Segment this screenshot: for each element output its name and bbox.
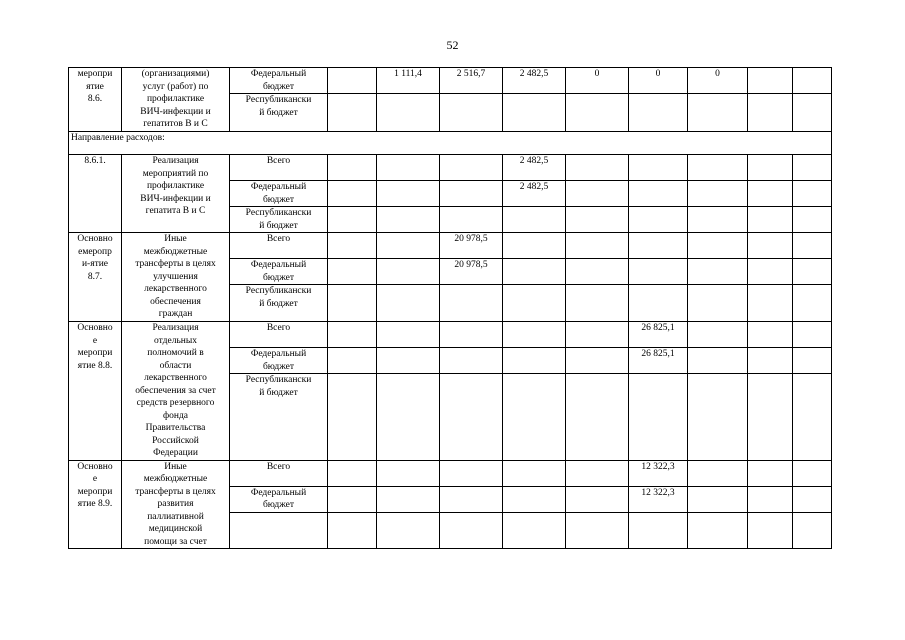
amount-cell bbox=[748, 348, 793, 374]
amount-cell bbox=[503, 512, 566, 548]
amount-cell bbox=[566, 155, 629, 181]
funding-source bbox=[230, 94, 328, 132]
amount-cell bbox=[629, 259, 688, 285]
amount-cell-text: 0 bbox=[655, 69, 661, 79]
amount-cell bbox=[688, 94, 748, 132]
amount-cell bbox=[377, 486, 440, 512]
funding-source bbox=[230, 207, 328, 233]
measure-name bbox=[122, 155, 230, 233]
amount-cell-text: 1 111,4 bbox=[394, 69, 422, 79]
amount-cell bbox=[629, 285, 688, 322]
funding-source-text: Республикански й бюджет bbox=[245, 95, 312, 118]
funding-source bbox=[230, 285, 328, 322]
amount-cell bbox=[503, 460, 566, 486]
amount-cell bbox=[377, 233, 440, 259]
amount-cell bbox=[629, 374, 688, 460]
amount-cell bbox=[503, 233, 566, 259]
table-row bbox=[69, 322, 832, 348]
measure-name bbox=[122, 460, 230, 549]
amount-cell bbox=[688, 348, 748, 374]
funding-source-text: Федеральный бюджет bbox=[250, 182, 307, 205]
funding-source-text: Республикански й бюджет bbox=[245, 286, 312, 309]
amount-cell bbox=[377, 374, 440, 460]
funding-source-text: Всего bbox=[266, 323, 291, 333]
amount-cell-text: 20 978,5 bbox=[454, 234, 488, 244]
amount-cell bbox=[629, 155, 688, 181]
amount-cell bbox=[328, 348, 377, 374]
amount-cell bbox=[328, 460, 377, 486]
amount-cell bbox=[688, 460, 748, 486]
amount-cell bbox=[688, 285, 748, 322]
amount-cell bbox=[688, 512, 748, 548]
measure-number bbox=[69, 155, 122, 233]
amount-cell bbox=[748, 460, 793, 486]
amount-cell bbox=[328, 68, 377, 94]
table-row bbox=[69, 233, 832, 259]
amount-cell bbox=[629, 322, 688, 348]
amount-cell bbox=[440, 460, 503, 486]
amount-cell bbox=[793, 259, 832, 285]
amount-cell bbox=[503, 486, 566, 512]
amount-cell-text: 2 482,5 bbox=[519, 156, 549, 166]
amount-cell bbox=[377, 207, 440, 233]
amount-cell bbox=[440, 374, 503, 460]
funding-source bbox=[230, 374, 328, 460]
measure-name bbox=[122, 322, 230, 461]
budget-table bbox=[68, 67, 832, 549]
amount-cell bbox=[566, 68, 629, 94]
amount-cell bbox=[629, 460, 688, 486]
amount-cell bbox=[566, 348, 629, 374]
amount-cell bbox=[503, 322, 566, 348]
amount-cell bbox=[688, 259, 748, 285]
amount-cell bbox=[566, 322, 629, 348]
amount-cell bbox=[328, 259, 377, 285]
amount-cell bbox=[748, 374, 793, 460]
amount-cell bbox=[748, 94, 793, 132]
amount-cell bbox=[377, 285, 440, 322]
amount-cell bbox=[629, 233, 688, 259]
amount-cell bbox=[503, 259, 566, 285]
funding-source-text: Всего bbox=[266, 234, 291, 244]
amount-cell-text: 2 482,5 bbox=[519, 182, 549, 192]
amount-cell bbox=[629, 486, 688, 512]
amount-cell bbox=[793, 94, 832, 132]
funding-source bbox=[230, 512, 328, 548]
amount-cell bbox=[748, 181, 793, 207]
amount-cell bbox=[566, 374, 629, 460]
amount-cell bbox=[793, 348, 832, 374]
amount-cell bbox=[793, 181, 832, 207]
amount-cell bbox=[688, 322, 748, 348]
amount-cell-text: 2 516,7 bbox=[456, 69, 486, 79]
funding-source-text: Федеральный бюджет bbox=[250, 349, 307, 372]
funding-source-text: Федеральный бюджет bbox=[250, 260, 307, 283]
amount-cell bbox=[503, 68, 566, 94]
amount-cell bbox=[688, 181, 748, 207]
amount-cell bbox=[629, 68, 688, 94]
measure-number-text: Основно е меропри ятие 8.9. bbox=[77, 461, 113, 509]
amount-cell bbox=[503, 285, 566, 322]
amount-cell-text: 26 825,1 bbox=[641, 323, 675, 333]
amount-cell bbox=[566, 94, 629, 132]
amount-cell bbox=[328, 512, 377, 548]
amount-cell bbox=[793, 155, 832, 181]
funding-source-text: Федеральный бюджет bbox=[250, 487, 307, 511]
amount-cell bbox=[748, 285, 793, 322]
amount-cell bbox=[629, 94, 688, 132]
amount-cell bbox=[748, 259, 793, 285]
amount-cell bbox=[793, 207, 832, 233]
page-number: 52 bbox=[446, 38, 459, 52]
measure-name bbox=[122, 68, 230, 132]
funding-source-text: Всего bbox=[266, 461, 291, 472]
amount-cell bbox=[377, 68, 440, 94]
amount-cell-text: 12 322,3 bbox=[641, 487, 675, 498]
amount-cell bbox=[793, 512, 832, 548]
amount-cell bbox=[328, 285, 377, 322]
amount-cell bbox=[566, 259, 629, 285]
amount-cell bbox=[629, 348, 688, 374]
table-row bbox=[69, 68, 832, 94]
amount-cell bbox=[793, 374, 832, 460]
direction-row bbox=[69, 132, 832, 155]
measure-number bbox=[69, 233, 122, 322]
measure-name-text: Реализация мероприятий по профилактике ВИЧ-инфекции и гепатита В и С bbox=[140, 156, 211, 216]
amount-cell bbox=[688, 207, 748, 233]
amount-cell bbox=[503, 207, 566, 233]
measure-name bbox=[122, 233, 230, 322]
amount-cell bbox=[748, 486, 793, 512]
amount-cell bbox=[793, 322, 832, 348]
amount-cell bbox=[688, 155, 748, 181]
amount-cell bbox=[377, 512, 440, 548]
amount-cell-text: 2 482,5 bbox=[519, 69, 549, 79]
amount-cell bbox=[377, 322, 440, 348]
funding-source-text: Республикански й бюджет bbox=[245, 208, 312, 231]
table-row bbox=[69, 155, 832, 181]
amount-cell bbox=[503, 155, 566, 181]
amount-cell bbox=[328, 207, 377, 233]
amount-cell bbox=[748, 512, 793, 548]
direction-label: Направление расходов: bbox=[69, 132, 832, 155]
amount-cell bbox=[748, 155, 793, 181]
amount-cell bbox=[566, 486, 629, 512]
amount-cell bbox=[377, 259, 440, 285]
funding-source bbox=[230, 486, 328, 512]
amount-cell bbox=[566, 233, 629, 259]
amount-cell-text: 0 bbox=[594, 69, 600, 79]
measure-number-text: Основно емеропр и-ятие 8.7. bbox=[77, 234, 113, 282]
amount-cell bbox=[377, 460, 440, 486]
amount-cell bbox=[328, 155, 377, 181]
measure-number-text: 8.6.1. bbox=[84, 156, 106, 166]
amount-cell bbox=[440, 207, 503, 233]
amount-cell bbox=[328, 94, 377, 132]
funding-source-text: Республикански й бюджет bbox=[245, 375, 312, 398]
funding-source-text: Федеральный бюджет bbox=[250, 69, 307, 92]
amount-cell bbox=[328, 486, 377, 512]
amount-cell bbox=[793, 486, 832, 512]
measure-name-text: Иные межбюджетные трансферты в целях улучшения лекарственного обеспечения граждан bbox=[135, 234, 216, 319]
measure-name-text: Реализация отдельных полномочий в области лекарственного обеспечения за счет средств резервного фонда Правительства Российской Федерации bbox=[135, 323, 216, 458]
amount-cell bbox=[440, 94, 503, 132]
funding-source-text: Всего bbox=[266, 156, 291, 166]
amount-cell bbox=[440, 68, 503, 94]
amount-cell bbox=[793, 460, 832, 486]
amount-cell bbox=[328, 233, 377, 259]
amount-cell bbox=[566, 460, 629, 486]
amount-cell bbox=[440, 348, 503, 374]
amount-cell-text: 12 322,3 bbox=[641, 461, 675, 472]
amount-cell bbox=[440, 285, 503, 322]
amount-cell bbox=[688, 486, 748, 512]
measure-number bbox=[69, 322, 122, 461]
amount-cell bbox=[629, 207, 688, 233]
measure-name-text: Иные межбюджетные трансферты в целях развития паллиативной медицинской помощи за счет bbox=[135, 461, 216, 547]
amount-cell bbox=[748, 233, 793, 259]
amount-cell bbox=[440, 181, 503, 207]
amount-cell bbox=[748, 322, 793, 348]
amount-cell bbox=[440, 512, 503, 548]
amount-cell bbox=[566, 512, 629, 548]
measure-number bbox=[69, 460, 122, 549]
amount-cell bbox=[328, 374, 377, 460]
amount-cell bbox=[793, 68, 832, 94]
amount-cell bbox=[566, 181, 629, 207]
measure-number bbox=[69, 68, 122, 132]
amount-cell bbox=[377, 155, 440, 181]
funding-source bbox=[230, 233, 328, 259]
measure-number-text: Основно е меропри ятие 8.8. bbox=[77, 323, 113, 371]
amount-cell bbox=[748, 68, 793, 94]
amount-cell bbox=[503, 181, 566, 207]
amount-cell bbox=[377, 94, 440, 132]
amount-cell bbox=[688, 374, 748, 460]
amount-cell bbox=[328, 181, 377, 207]
amount-cell bbox=[503, 94, 566, 132]
amount-cell bbox=[566, 285, 629, 322]
amount-cell bbox=[793, 233, 832, 259]
amount-cell bbox=[793, 285, 832, 322]
amount-cell bbox=[440, 259, 503, 285]
measure-name-text: (организациями) услуг (работ) по профилактике ВИЧ-инфекции и гепатитов В и С bbox=[140, 69, 211, 129]
funding-source bbox=[230, 460, 328, 486]
amount-cell bbox=[328, 322, 377, 348]
funding-source bbox=[230, 181, 328, 207]
amount-cell-text: 26 825,1 bbox=[641, 349, 675, 360]
measure-number-text: меропри ятие 8.6. bbox=[77, 69, 113, 104]
amount-cell bbox=[377, 348, 440, 374]
amount-cell bbox=[440, 486, 503, 512]
amount-cell bbox=[503, 348, 566, 374]
amount-cell bbox=[566, 207, 629, 233]
amount-cell bbox=[440, 322, 503, 348]
amount-cell bbox=[748, 207, 793, 233]
funding-source bbox=[230, 155, 328, 181]
amount-cell bbox=[629, 512, 688, 548]
amount-cell bbox=[377, 181, 440, 207]
amount-cell-text: 20 978,5 bbox=[454, 260, 488, 270]
amount-cell bbox=[688, 233, 748, 259]
funding-source bbox=[230, 68, 328, 94]
funding-source bbox=[230, 322, 328, 348]
amount-cell-text: 0 bbox=[715, 69, 720, 79]
table-row bbox=[69, 460, 832, 486]
funding-source bbox=[230, 348, 328, 374]
amount-cell bbox=[440, 233, 503, 259]
amount-cell bbox=[688, 68, 748, 94]
funding-source bbox=[230, 259, 328, 285]
amount-cell bbox=[503, 374, 566, 460]
amount-cell bbox=[440, 155, 503, 181]
amount-cell bbox=[629, 181, 688, 207]
